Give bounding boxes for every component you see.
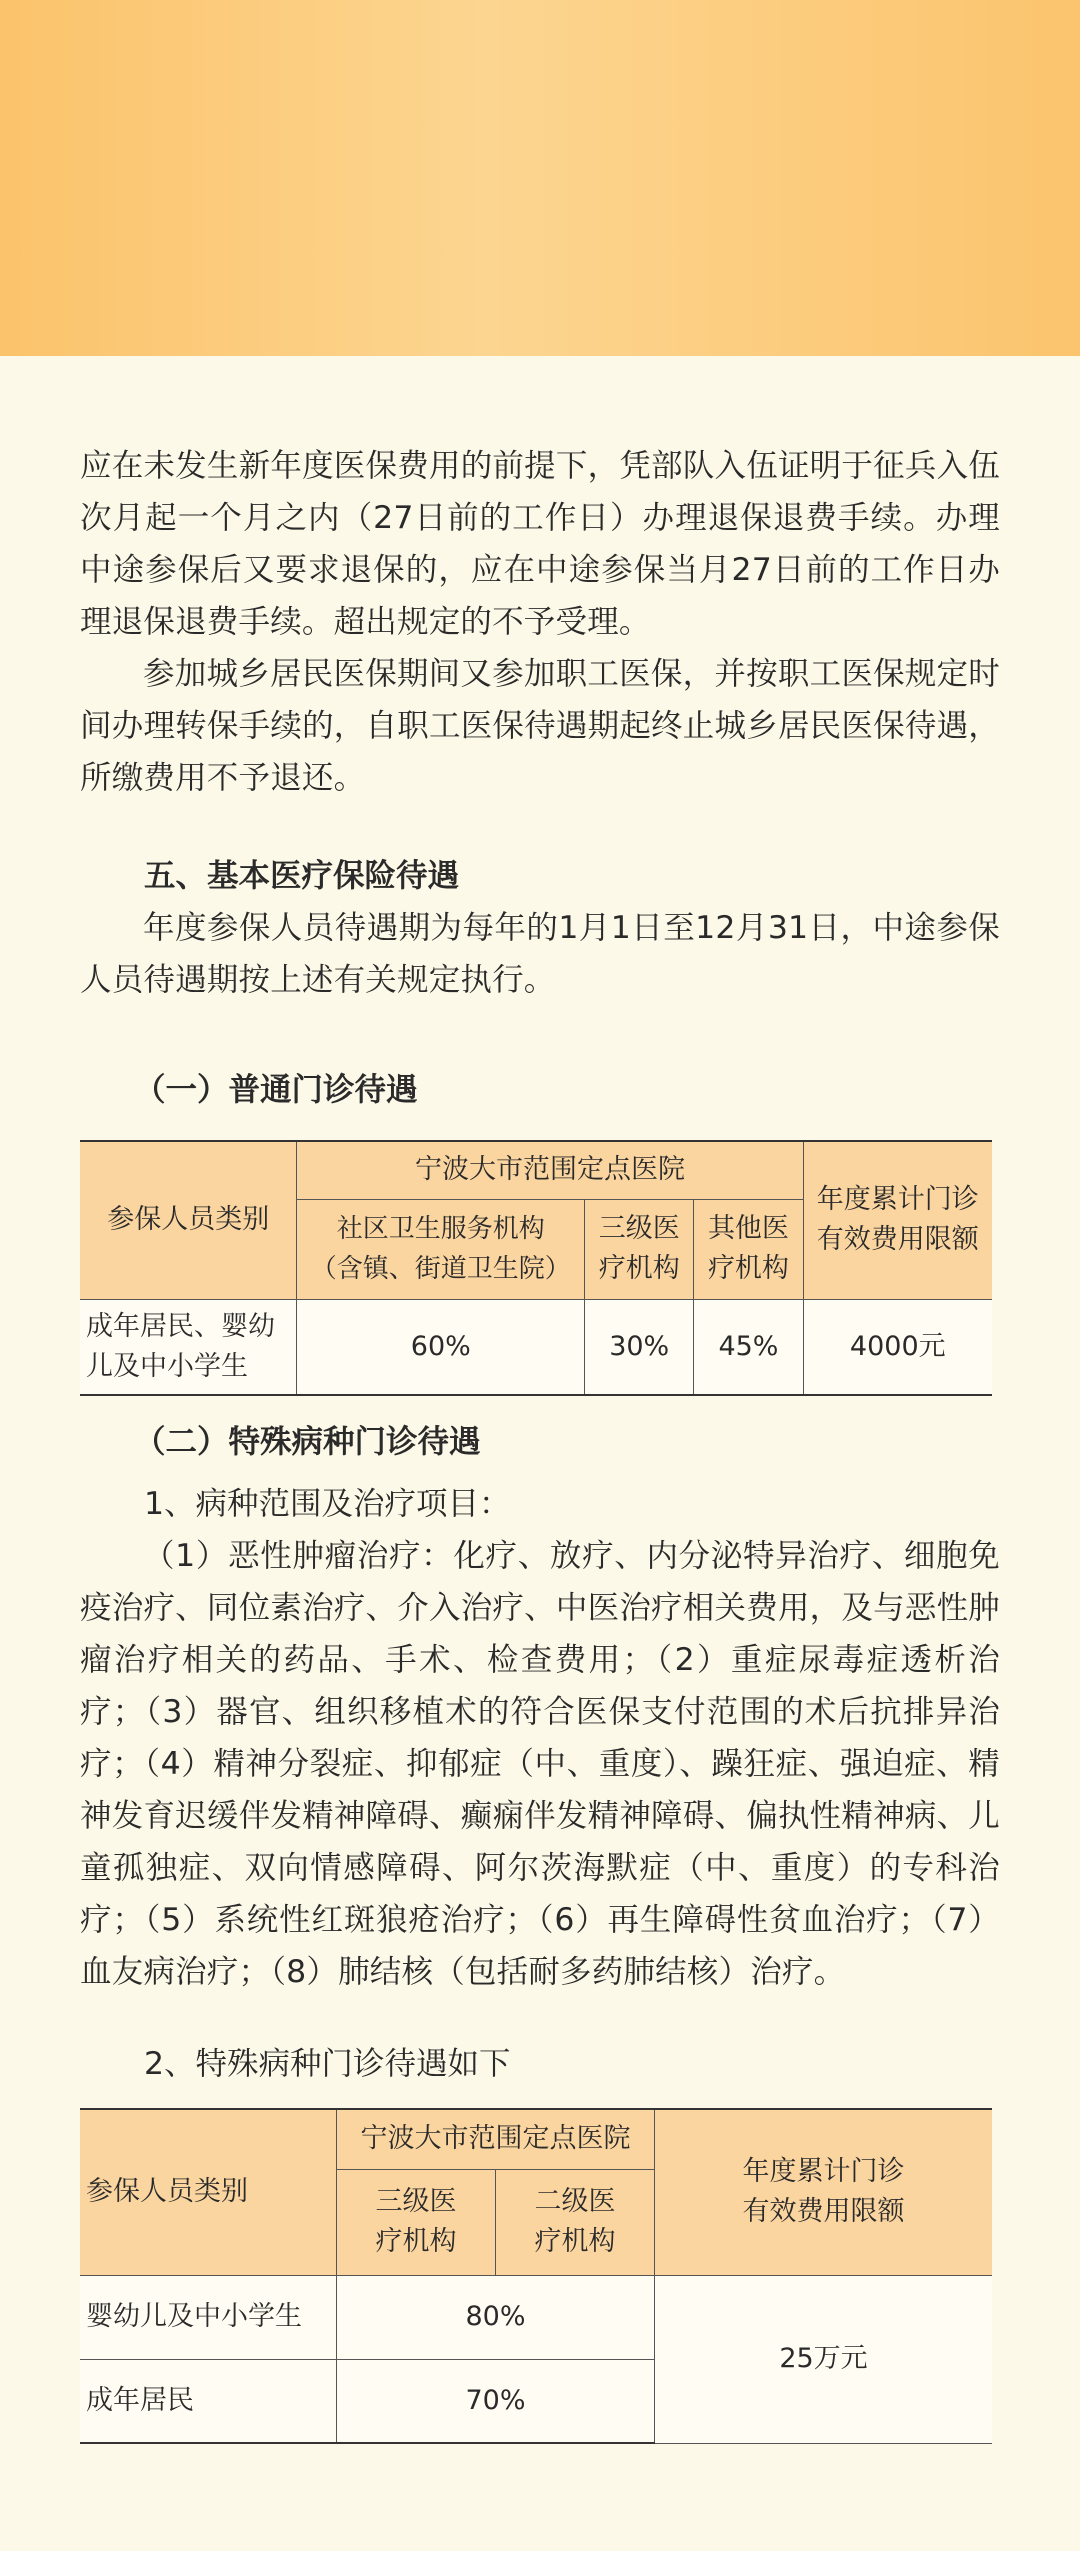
- section5-heading: 五、基本医疗保险待遇: [144, 858, 460, 894]
- t2-row1-category: 婴幼儿及中小学生: [80, 2275, 337, 2359]
- t2-col-hospital-group: 宁波大市范围定点医院: [337, 2109, 655, 2169]
- sub2-item1-title: 1、病种范围及治疗项目：: [144, 1486, 511, 1522]
- special-outpatient-table: [80, 2108, 992, 2444]
- t1-row-community: 60%: [297, 1299, 585, 1395]
- general-outpatient-table: [80, 1140, 992, 1396]
- sub2-heading: （二）特殊病种门诊待遇: [134, 1424, 481, 1460]
- section5-paragraph: 年度参保人员待遇期为每年的1月1日至12月31日，中途参保人员待遇期按上述有关规定执行。: [80, 910, 1000, 998]
- intro-paragraph-1: 应在未发生新年度医保费用的前提下，凭部队入伍证明于征兵入伍次月起一个月之内（27日前的工作日）办理退保退费手续。办理中途参保后又要求退保的，应在中途参保当月27日前的工作日办理退保退费手续。超出规定的不予受理。: [80, 448, 1000, 640]
- t2-col-limit: 年度累计门诊 有效费用限额: [655, 2109, 993, 2275]
- sub2-item1-text: （1）恶性肿瘤治疗：化疗、放疗、内分泌特异治疗、细胞免疫治疗、同位素治疗、介入治疗、中医治疗相关费用，及与恶性肿瘤治疗相关的药品、手术、检查费用；（2）重症尿毒症透析治疗；（3）器官、组织移植术的符合医保支付范围的术后抗排异治疗；（4）精神分裂症、抑郁症（中、重度）、躁狂症、强迫症、精神发育迟缓伴发精神障碍、癫痫伴发精神障碍、偏执性精神病、儿童孤独症、双向情感障碍、阿尔茨海默症（中、重度）的专科治疗；（5）系统性红斑狼疮治疗；（6）再生障碍性贫血治疗；（7）血友病治疗；（8）肺结核（包括耐多药肺结核）治疗。: [80, 1538, 1000, 1990]
- t2-row2-category: 成年居民: [80, 2359, 337, 2443]
- t1-col-other: 其他医 疗机构: [694, 1199, 803, 1299]
- t1-col-tier3: 三级医 疗机构: [585, 1199, 694, 1299]
- t1-row-tier3: 30%: [585, 1299, 694, 1395]
- t1-row-category: 成年居民、婴幼 儿及中小学生: [80, 1299, 297, 1395]
- t1-col-limit: 年度累计门诊 有效费用限额: [803, 1141, 992, 1299]
- top-banner: [0, 0, 1080, 356]
- t1-col-category: 参保人员类别: [80, 1141, 297, 1299]
- sub2-item2-title: 2、特殊病种门诊待遇如下: [144, 2046, 511, 2082]
- t2-col-tier2: 二级医 疗机构: [496, 2169, 655, 2275]
- t2-limit: 25万元: [655, 2275, 993, 2443]
- t2-row1-rate: 80%: [337, 2275, 655, 2359]
- document-body: [80, 440, 1000, 2444]
- intro-paragraph-2: 参加城乡居民医保期间又参加职工医保，并按职工医保规定时间办理转保手续的，自职工医保待遇期起终止城乡居民医保待遇，所缴费用不予退还。: [80, 656, 1000, 796]
- t2-col-category: 参保人员类别: [80, 2109, 337, 2275]
- sub1-heading: （一）普通门诊待遇: [134, 1072, 418, 1108]
- t2-col-tier3: 三级医 疗机构: [337, 2169, 496, 2275]
- t1-col-community: 社区卫生服务机构 （含镇、街道卫生院）: [297, 1199, 585, 1299]
- t2-row2-rate: 70%: [337, 2359, 655, 2443]
- t1-row-limit: 4000元: [803, 1299, 992, 1395]
- t1-col-hospital-group: 宁波大市范围定点医院: [297, 1141, 803, 1199]
- t1-row-other: 45%: [694, 1299, 803, 1395]
